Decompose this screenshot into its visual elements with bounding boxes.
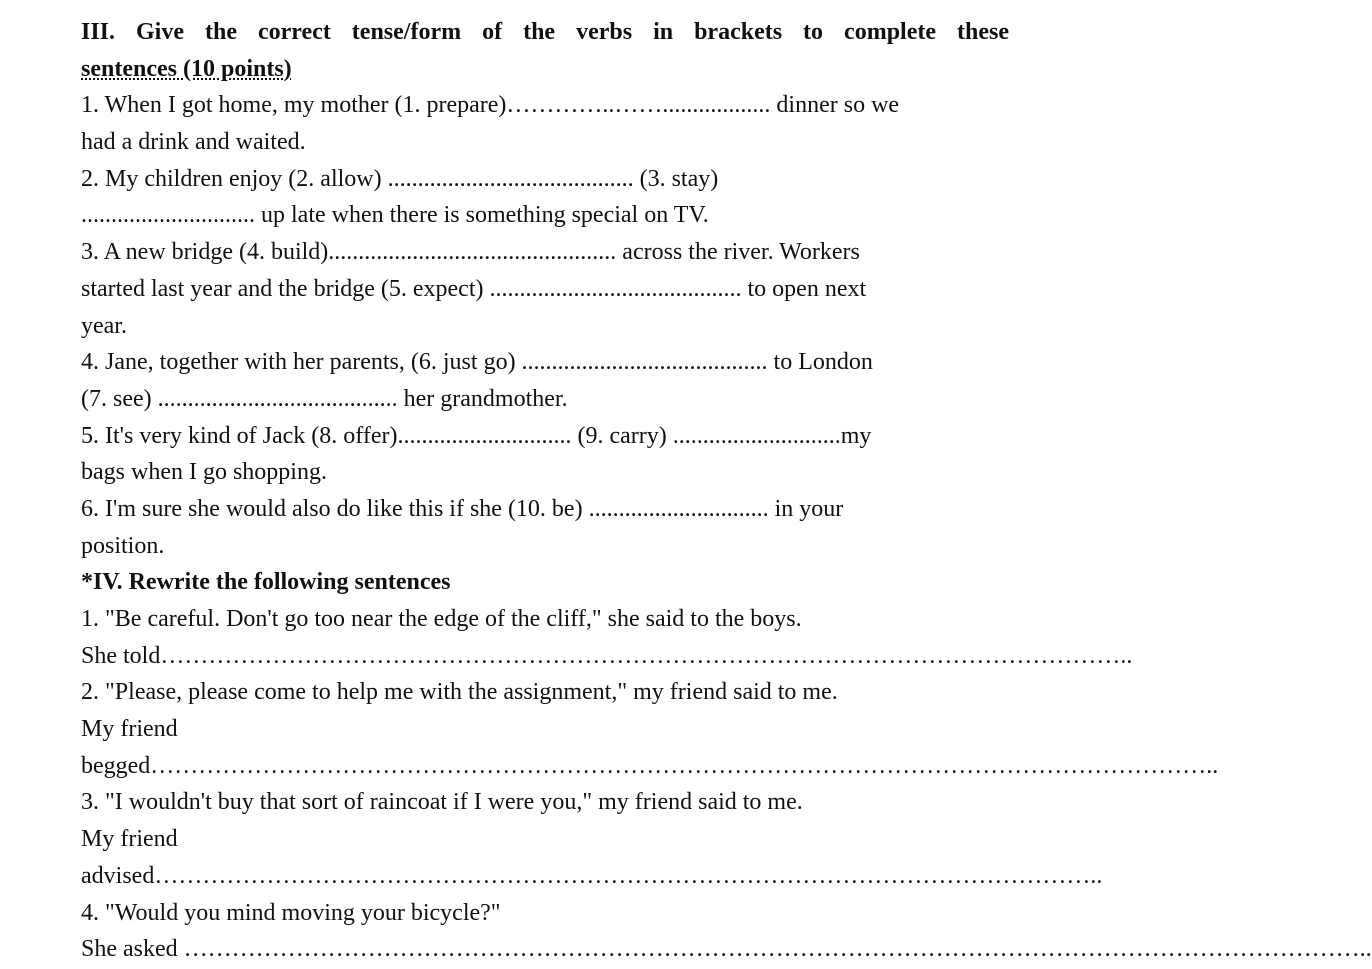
rewrite-line: advised………………………………………………………………………………………………………..	[81, 862, 1103, 889]
rewrite-line: My friend	[81, 826, 178, 853]
rewrite-line: 4. "Would you mind moving your bicycle?"	[81, 899, 501, 926]
rewrite-line: begged……………………………………………………………………………………………………………………..	[81, 752, 1219, 779]
exercise-line: year.	[81, 312, 127, 339]
rewrite-line: My friend	[81, 716, 178, 743]
exercise-line: 3. A new bridge (4. build)................................................ across the river. Workers	[81, 239, 860, 266]
exercise-line: started last year and the bridge (5. expect) .......................................... to open next	[81, 275, 867, 302]
exercise-line: bags when I go shopping.	[81, 459, 327, 486]
exercise-line: ............................. up late when there is something special on TV.	[81, 202, 709, 229]
exercise-line: 4. Jane, together with her parents, (6. just go) ......................................... to London	[81, 349, 873, 376]
exercise-line: (7. see) ........................................ her grandmother.	[81, 385, 568, 412]
exercise-line: 6. I'm sure she would also do like this if she (10. be) .............................. in your	[81, 495, 844, 522]
rewrite-line: 2. "Please, please come to help me with the assignment," my friend said to me.	[81, 679, 838, 706]
exercise-line: 5. It's very kind of Jack (8. offer)............................. (9. carry) ............................my	[81, 422, 872, 449]
worksheet-page	[81, 14, 1372, 968]
section-3-heading: III. Give the correct tense/form of the verbs in brackets to complete these	[81, 19, 1009, 45]
rewrite-line: She told…………………………………………………………………………………………………………..	[81, 642, 1133, 669]
rewrite-line: 3. "I wouldn't buy that sort of raincoat if I were you," my friend said to me.	[81, 789, 803, 816]
rewrite-line: 1. "Be careful. Don't go too near the edge of the cliff," she said to the boys.	[81, 606, 802, 632]
exercise-line: position.	[81, 532, 165, 559]
section-4-heading: *IV. Rewrite the following sentences	[81, 569, 451, 596]
rewrite-line: She asked …………………………………………………………………………………………………………………………………..	[81, 936, 1372, 963]
exercise-line: 1. When I got home, my mother (1. prepare)…………..…….................. dinner so we	[81, 92, 900, 119]
exercise-line: had a drink and waited.	[81, 129, 306, 156]
section-3-heading-continued: sentences (10 points)	[81, 55, 292, 82]
exercise-line: 2. My children enjoy (2. allow) ......................................... (3. stay)	[81, 165, 719, 192]
